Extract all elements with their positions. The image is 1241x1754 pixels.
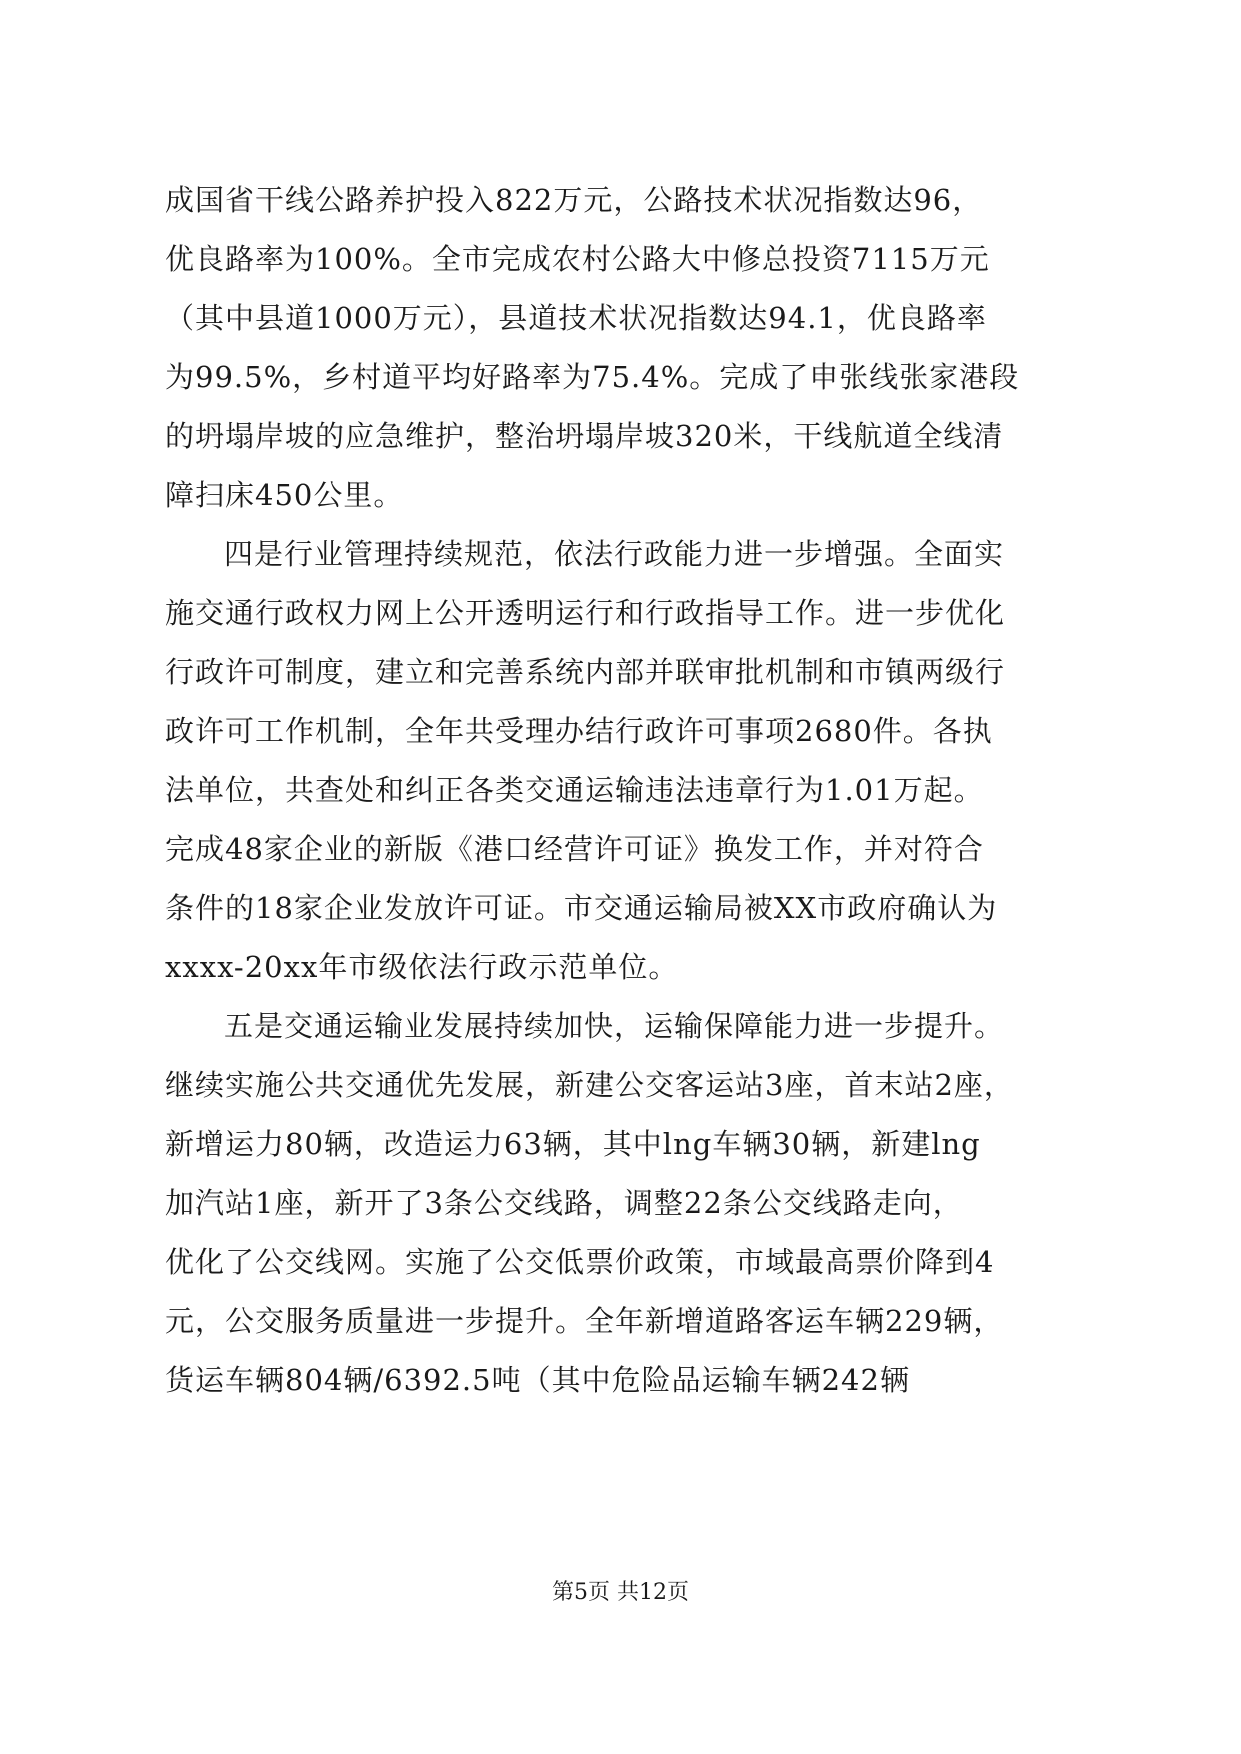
text-line: 完成48家企业的新版《港口经营许可证》换发工作，并对符合: [165, 832, 984, 866]
text-line: 的坍塌岸坡的应急维护，整治坍塌岸坡320米，干线航道全线清: [165, 419, 1004, 453]
text-line: 新增运力80辆，改造运力63辆，其中lng车辆30辆，新建lng: [165, 1127, 981, 1161]
paragraph-first-line: 四是行业管理持续规范，依法行政能力进一步增强。全面实: [224, 537, 1005, 571]
text-line: 优良路率为100%。全市完成农村公路大中修总投资7115万元: [165, 242, 990, 276]
text-line: （其中县道1000万元），县道技术状况指数达94.1，优良路率: [165, 301, 987, 335]
text-line: 成国省干线公路养护投入822万元，公路技术状况指数达96，: [165, 183, 983, 217]
text-line: 为99.5%，乡村道平均好路率为75.4%。完成了申张线张家港段: [165, 360, 1020, 394]
text-line: xxxx-20xx年市级依法行政示范单位。: [165, 950, 679, 984]
paragraph-first-line: 五是交通运输业发展持续加快，运输保障能力进一步提升。: [224, 1009, 1005, 1043]
text-line: 行政许可制度，建立和完善系统内部并联审批机制和市镇两级行: [165, 655, 1006, 689]
text-line: 法单位，共查处和纠正各类交通运输违法违章行为1.01万起。: [165, 773, 984, 807]
page-footer: 第5页 共12页: [552, 1580, 689, 1605]
text-line: 施交通行政权力网上公开透明运行和行政指导工作。进一步优化: [165, 596, 1006, 630]
text-line: 货运车辆804辆/6392.5吨（其中危险品运输车辆242辆: [165, 1363, 910, 1397]
text-line: 条件的18家企业发放许可证。市交通运输局被XX市政府确认为: [165, 891, 998, 925]
text-line: 继续实施公共交通优先发展，新建公交客运站3座，首末站2座，: [165, 1068, 1014, 1102]
text-line: 加汽站1座，新开了3条公交线路，调整22条公交线路走向，: [165, 1186, 963, 1220]
text-line: 政许可工作机制，全年共受理办结行政许可事项2680件。各执: [165, 714, 993, 748]
text-line: 障扫床450公里。: [165, 478, 404, 512]
text-line: 元，公交服务质量进一步提升。全年新增道路客运车辆229辆，: [165, 1304, 1004, 1338]
text-line: 优化了公交线网。实施了公交低票价政策，市域最高票价降到4: [165, 1245, 995, 1279]
